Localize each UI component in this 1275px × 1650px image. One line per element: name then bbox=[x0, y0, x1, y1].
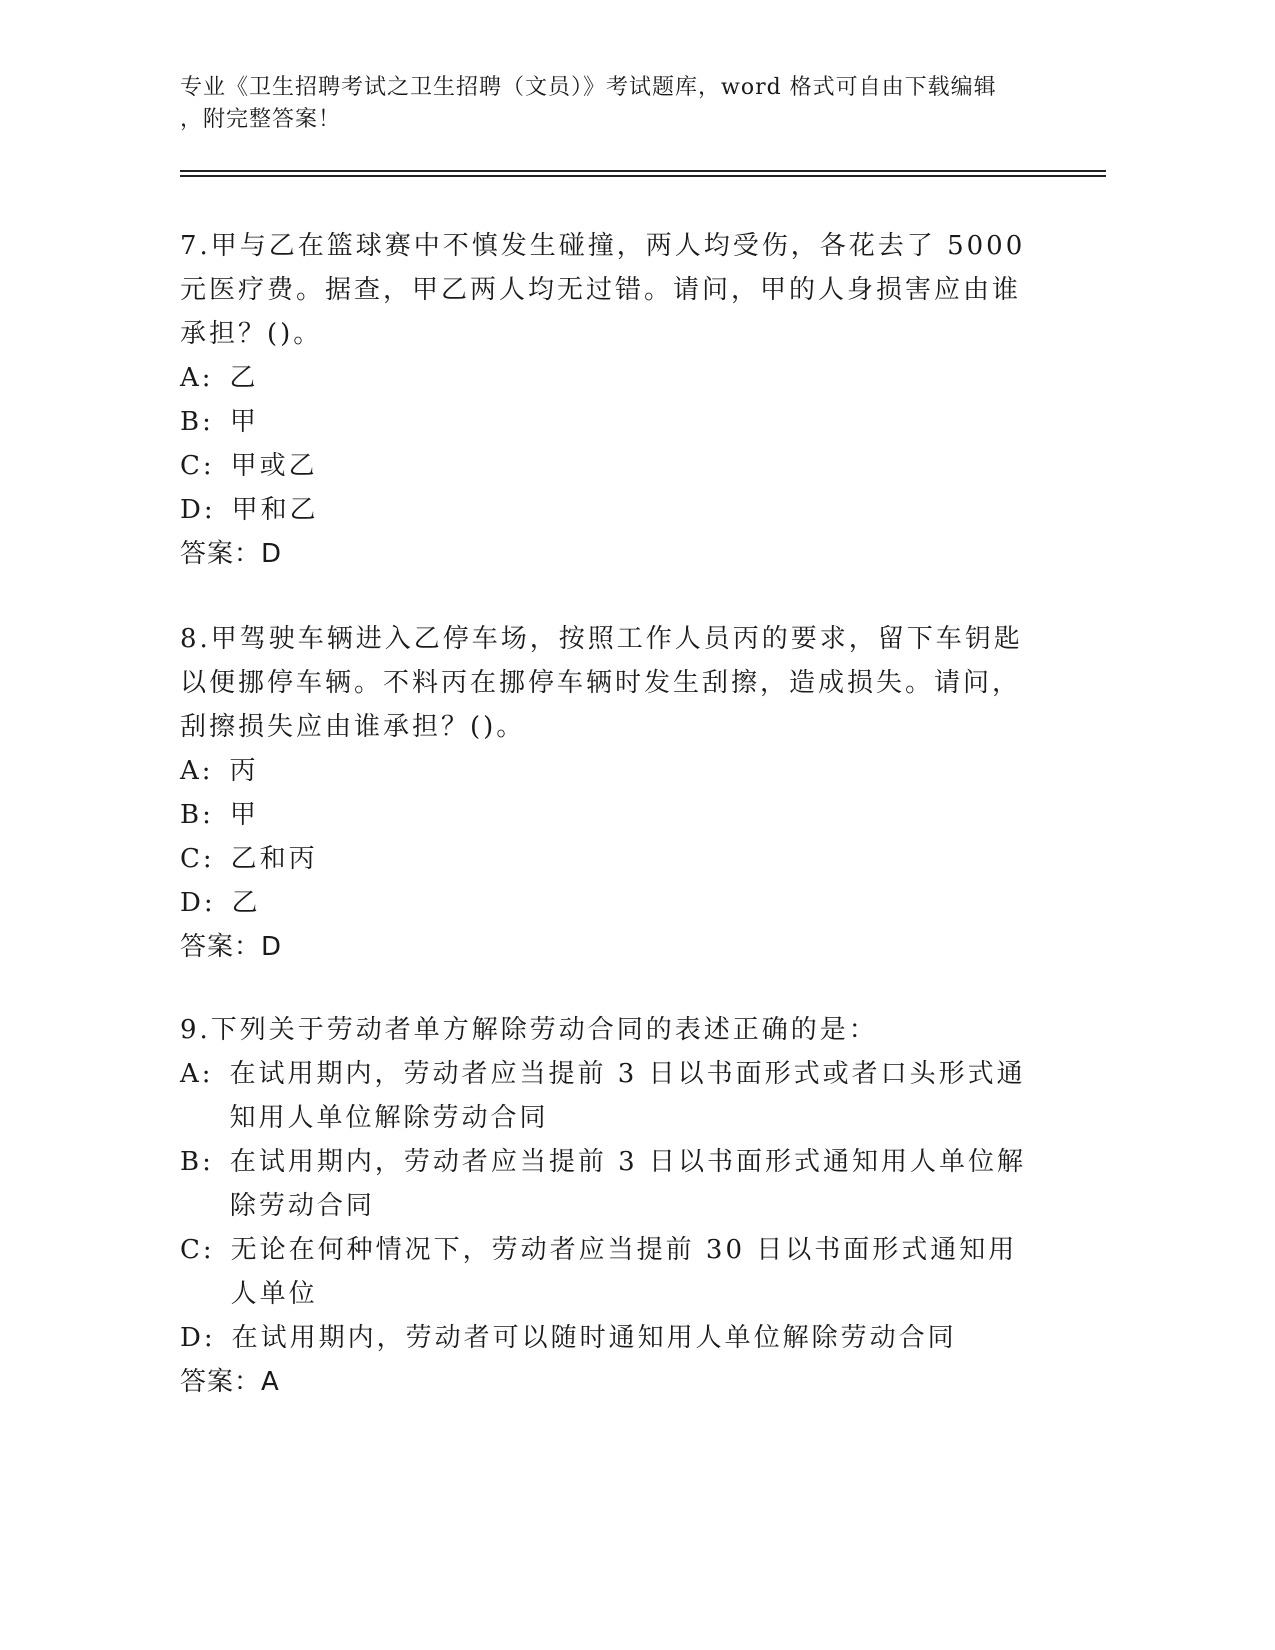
option-key: B: bbox=[180, 800, 214, 830]
option-key: B: bbox=[180, 1147, 214, 1177]
option-key: B: bbox=[180, 407, 214, 437]
option-text: 甲和乙 bbox=[231, 495, 319, 525]
option-d bbox=[180, 881, 1040, 925]
option-key: D: bbox=[180, 888, 216, 918]
option-c bbox=[180, 444, 1040, 488]
answer-line: 答案：D bbox=[180, 539, 283, 569]
option-key: C: bbox=[180, 1235, 215, 1265]
option-key: C: bbox=[180, 451, 215, 481]
question-stem: 7.甲与乙在篮球赛中不慎发生碰撞，两人均受伤，各花去了 5000 元医疗费。据查，甲乙两人均无过错。请问，甲的人身损害应由谁承担？()。 bbox=[180, 231, 1026, 349]
header-divider-top bbox=[180, 170, 1106, 172]
header-line-2: ，附完整答案！ bbox=[180, 107, 342, 132]
option-text: 甲或乙 bbox=[230, 451, 318, 481]
option-text: 乙 bbox=[231, 888, 261, 918]
option-text: 乙 bbox=[229, 363, 259, 393]
option-a bbox=[180, 356, 1040, 400]
question-stem: 9.下列关于劳动者单方解除劳动合同的表述正确的是： bbox=[180, 1015, 878, 1045]
option-text: 在试用期内，劳动者可以随时通知用人单位解除劳动合同 bbox=[231, 1323, 957, 1353]
question-8 bbox=[180, 617, 1040, 969]
option-text: 丙 bbox=[229, 756, 259, 786]
option-key: A: bbox=[180, 363, 214, 393]
option-a bbox=[180, 1052, 1040, 1140]
answer-line: 答案：D bbox=[180, 932, 283, 962]
option-b bbox=[180, 793, 1040, 837]
option-text: 甲 bbox=[229, 800, 259, 830]
option-key: A: bbox=[180, 1059, 214, 1089]
option-c bbox=[180, 837, 1040, 881]
option-b bbox=[180, 400, 1040, 444]
option-key: D: bbox=[180, 1323, 216, 1353]
option-text: 甲 bbox=[229, 407, 259, 437]
question-stem: 8.甲驾驶车辆进入乙停车场，按照工作人员丙的要求，留下车钥匙以便挪停车辆。不料丙在挪停车辆时发生刮擦，造成损失。请问，刮擦损失应由谁承担？()。 bbox=[180, 624, 1023, 742]
option-b bbox=[180, 1140, 1040, 1228]
option-text: 在试用期内，劳动者应当提前 3 日以书面形式通知用人单位解除劳动合同 bbox=[229, 1147, 1026, 1221]
option-key: C: bbox=[180, 844, 215, 874]
option-c bbox=[180, 1228, 1040, 1316]
header-divider-bottom bbox=[180, 175, 1106, 177]
option-text: 在试用期内，劳动者应当提前 3 日以书面形式或者口头形式通知用人单位解除劳动合同 bbox=[229, 1059, 1026, 1133]
question-9 bbox=[180, 1008, 1040, 1404]
header-line-1: 专业《卫生招聘考试之卫生招聘（文员）》考试题库，word 格式可自由下载编辑 bbox=[180, 75, 997, 100]
question-7 bbox=[180, 224, 1040, 576]
option-d bbox=[180, 488, 1040, 532]
option-key: A: bbox=[180, 756, 214, 786]
option-text: 乙和丙 bbox=[230, 844, 318, 874]
option-text: 无论在何种情况下，劳动者应当提前 30 日以书面形式通知用人单位 bbox=[230, 1235, 1018, 1309]
document-header bbox=[180, 72, 1060, 136]
answer-line: 答案：A bbox=[180, 1367, 280, 1397]
option-a bbox=[180, 749, 1040, 793]
option-d bbox=[180, 1316, 1040, 1360]
option-key: D: bbox=[180, 495, 216, 525]
